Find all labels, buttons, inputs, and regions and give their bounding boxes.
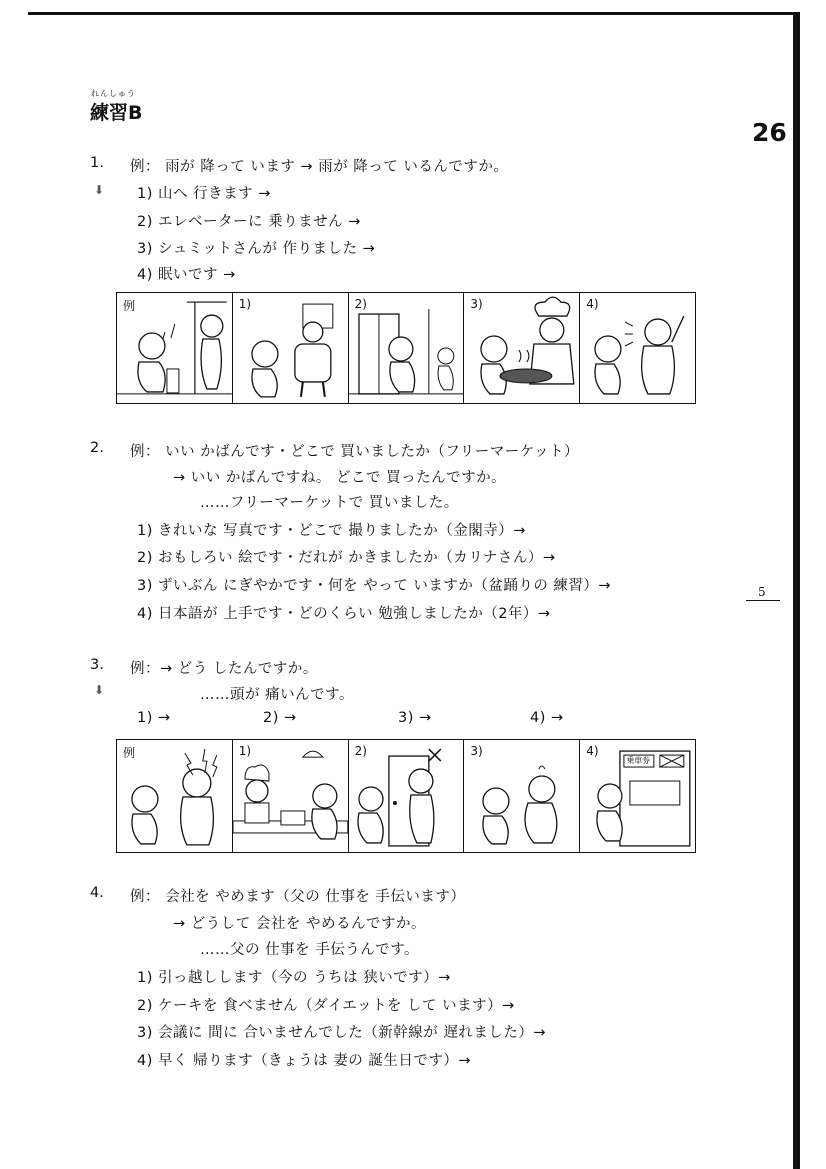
ex3-illustration-strip <box>116 739 696 853</box>
ex3-number: 3. <box>90 657 104 673</box>
ex3-panel-1 <box>233 740 349 852</box>
page-number: 5 <box>758 585 766 599</box>
down-arrow-icon: ⬇ <box>94 183 105 197</box>
panel-label: 3) <box>470 744 483 758</box>
ex2-example: 例： いい かばんです・どこで 買いましたか（フリーマーケット） <box>130 444 580 460</box>
ex3-item-3: 3) → <box>398 710 432 726</box>
panel-label: 3) <box>470 297 483 311</box>
panel-label: 1) <box>238 744 252 758</box>
page-title: 練習B <box>90 102 143 124</box>
ex1-item-1: 1) 山へ 行きます → <box>137 186 271 202</box>
ex3-item-2: 2) → <box>263 710 297 726</box>
panel-label: 4) <box>586 297 599 311</box>
ex1-example: 例： 雨が 降って います → 雨が 降って いるんですか。 <box>130 159 509 175</box>
ex4-item-3: 3) 会議に 間に 合いませんでした（新幹線が 遅れました）→ <box>137 1025 546 1041</box>
panel-label: 2) <box>354 297 367 311</box>
ex1-panel-3 <box>464 293 580 403</box>
ex1-number: 1. <box>90 155 104 171</box>
ex4-item-1: 1) 引っ越しします（今の うちは 狭いです）→ <box>137 970 451 986</box>
ex3-example: 例：→ どう したんですか。 <box>130 661 318 677</box>
ex4-item-2: 2) ケーキを 食べません（ダイエットを して います）→ <box>137 998 515 1014</box>
ex4-number: 4. <box>90 885 104 901</box>
ex2-answer-2: ……フリーマーケットで 買いました。 <box>200 495 459 511</box>
ex1-illustration-strip <box>116 292 696 404</box>
lesson-number: 26 <box>752 118 787 147</box>
ex3-answer: ……頭が 痛いんです。 <box>200 687 354 703</box>
page-number-rule <box>746 600 780 601</box>
panel-label: 例 <box>123 299 136 313</box>
ex1-item-4: 4) 眠いです → <box>137 267 236 283</box>
panel-label: 1) <box>238 297 252 311</box>
ticket-sign: 乗車券 <box>626 756 651 765</box>
ex2-item-4: 4) 日本語が 上手です・どのくらい 勉強しましたか（2年）→ <box>137 606 551 622</box>
panel-label: 例 <box>123 746 136 760</box>
ex4-answer-2: ……父の 仕事を 手伝うんです。 <box>200 942 420 958</box>
ex3-item-4: 4) → <box>530 710 564 726</box>
ex3-panel-4 <box>580 740 695 852</box>
ex3-panel-3 <box>464 740 580 852</box>
ex1-panel-example <box>117 293 233 403</box>
ex3-panel-example <box>117 740 233 852</box>
ex2-item-3: 3) ずいぶん にぎやかです・何を やって いますか（盆踊りの 練習）→ <box>137 578 612 594</box>
ex3-item-1: 1) → <box>137 710 171 726</box>
ex1-item-3: 3) シュミットさんが 作りました → <box>137 241 376 257</box>
ex1-item-2: 2) エレベーターに 乗りません → <box>137 214 361 230</box>
panel-label: 2) <box>354 744 367 758</box>
ex1-panel-1 <box>233 293 349 403</box>
ex4-item-4: 4) 早く 帰ります（きょうは 妻の 誕生日です）→ <box>137 1053 471 1069</box>
panel-label: 4) <box>586 744 599 758</box>
down-arrow-icon: ⬇ <box>94 683 105 697</box>
ex1-panel-2 <box>349 293 465 403</box>
ex3-panel-2 <box>349 740 465 852</box>
right-edge-bar <box>793 12 800 1169</box>
ex4-example: 例： 会社を やめます（父の 仕事を 手伝います） <box>130 889 466 905</box>
ex1-panel-4 <box>580 293 695 403</box>
ex2-number: 2. <box>90 440 104 456</box>
ex2-item-2: 2) おもしろい 絵です・だれが かきましたか（カリナさん）→ <box>137 550 556 566</box>
ex2-item-1: 1) きれいな 写真です・どこで 撮りましたか（金閣寺）→ <box>137 523 526 539</box>
title-ruby: れんしゅう <box>91 89 136 98</box>
ex2-answer-1: → いい かばんですね。 どこで 買ったんですか。 <box>173 470 507 486</box>
top-rule <box>28 12 798 15</box>
ex4-answer-1: → どうして 会社を やめるんですか。 <box>173 916 426 932</box>
